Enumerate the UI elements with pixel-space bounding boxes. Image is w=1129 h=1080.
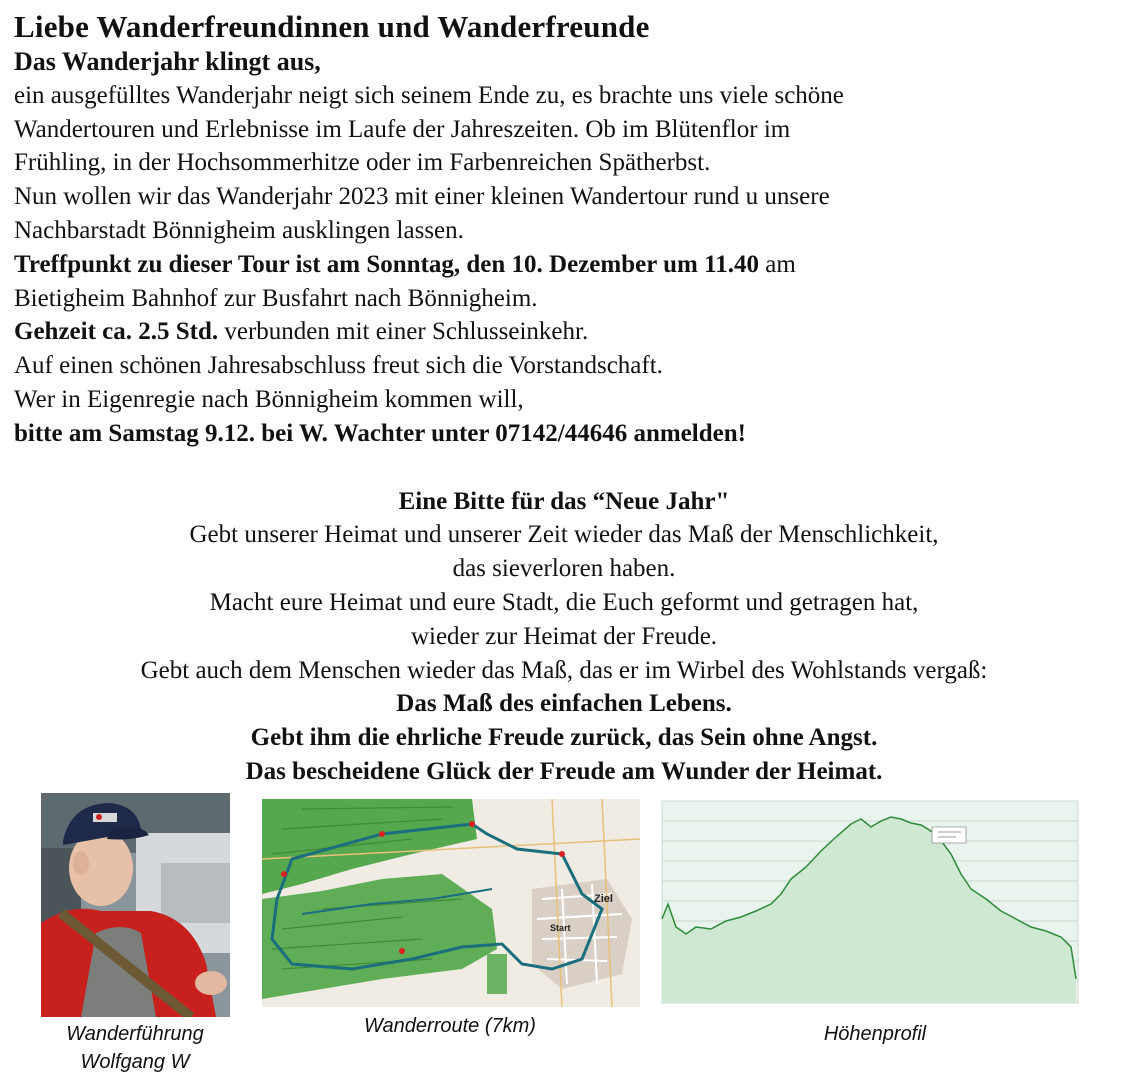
meeting-line — [14, 248, 1124, 282]
route-map — [262, 799, 640, 1007]
duration-line — [14, 315, 1124, 349]
map-caption: Wanderroute (7km) — [364, 1015, 536, 1037]
intro-line: Wandertouren und Erlebnisse im Laufe der Jahreszeiten. Ob im Blütenflor im — [14, 115, 791, 143]
meeting-line-2: Bietigheim Bahnhof zur Busfahrt nach Bönnigheim. — [14, 284, 538, 312]
map-label-start: Start — [550, 923, 571, 933]
intro-line: ein ausgefülltes Wanderjahr neigt sich seinem Ende zu, es brachte uns viele schöne — [14, 81, 844, 109]
closing-line: Wer in Eigenregie nach Bönnigheim kommen will, — [14, 385, 524, 413]
poem-bold-line: Gebt ihm die ehrliche Freude zurück, das Sein ohne Angst. — [250, 724, 878, 752]
poem-bold-line: Das bescheidene Glück der Freude am Wunder der Heimat. — [245, 757, 883, 785]
duration-bold: Gehzeit ca. 2.5 Std. — [14, 318, 219, 346]
poem-block — [14, 485, 1114, 789]
closing-line: Auf einen schönen Jahresabschluss freut sich die Vorstandschaft. — [14, 352, 663, 380]
subtitle: Das Wanderjahr klingt aus, — [14, 47, 321, 76]
document-body — [14, 8, 1124, 789]
meeting-bold: Treffpunkt zu dieser Tour ist am Sonntag, den 10. Dezember um 11.40 — [14, 250, 759, 278]
intro-line: Frühling, in der Hochsommerhitze oder im Farbenreichen Spätherbst. — [14, 149, 711, 177]
poem-line: das sieverloren haben. — [452, 555, 676, 583]
map-label-ziel: Ziel — [594, 893, 613, 905]
registration-line: bitte am Samstag 9.12. bei W. Wachter unter 07142/44646 anmelden! — [14, 419, 746, 447]
photo-caption — [30, 1020, 240, 1076]
poem-line: wieder zur Heimat der Freude. — [410, 622, 718, 650]
profile-caption: Höhenprofil — [823, 1023, 927, 1045]
poem-line: Gebt unserer Heimat und unserer Zeit wieder das Maß der Menschlichkeit, — [189, 521, 939, 549]
intro-line: Nachbarstadt Bönnigheim ausklingen lassen. — [14, 216, 464, 244]
meeting-rest: am — [758, 250, 796, 278]
poem-heading: Eine Bitte für das “Neue Jahr" — [398, 487, 730, 515]
elevation-profile — [656, 799, 1080, 1009]
photo-caption-line-1: Wanderführung — [66, 1023, 204, 1045]
intro-line: Nun wollen wir das Wanderjahr 2023 mit einer kleinen Wandertour rund u unsere — [14, 183, 830, 211]
poem-bold-line: Das Maß des einfachen Lebens. — [396, 690, 732, 718]
guide-photo — [41, 793, 230, 1017]
document-title: Liebe Wanderfreundinnen und Wanderfreunde — [14, 9, 650, 44]
photo-caption-line-2: Wolfgang W — [80, 1051, 190, 1073]
poem-line: Gebt auch dem Menschen wieder das Maß, das er im Wirbel des Wohlstands vergaß: — [140, 656, 988, 684]
poem-line: Macht eure Heimat und eure Stadt, die Euch geformt und getragen hat, — [209, 588, 919, 616]
duration-rest: verbunden mit einer Schlusseinkehr. — [218, 318, 589, 346]
figure-row — [0, 790, 1129, 1080]
